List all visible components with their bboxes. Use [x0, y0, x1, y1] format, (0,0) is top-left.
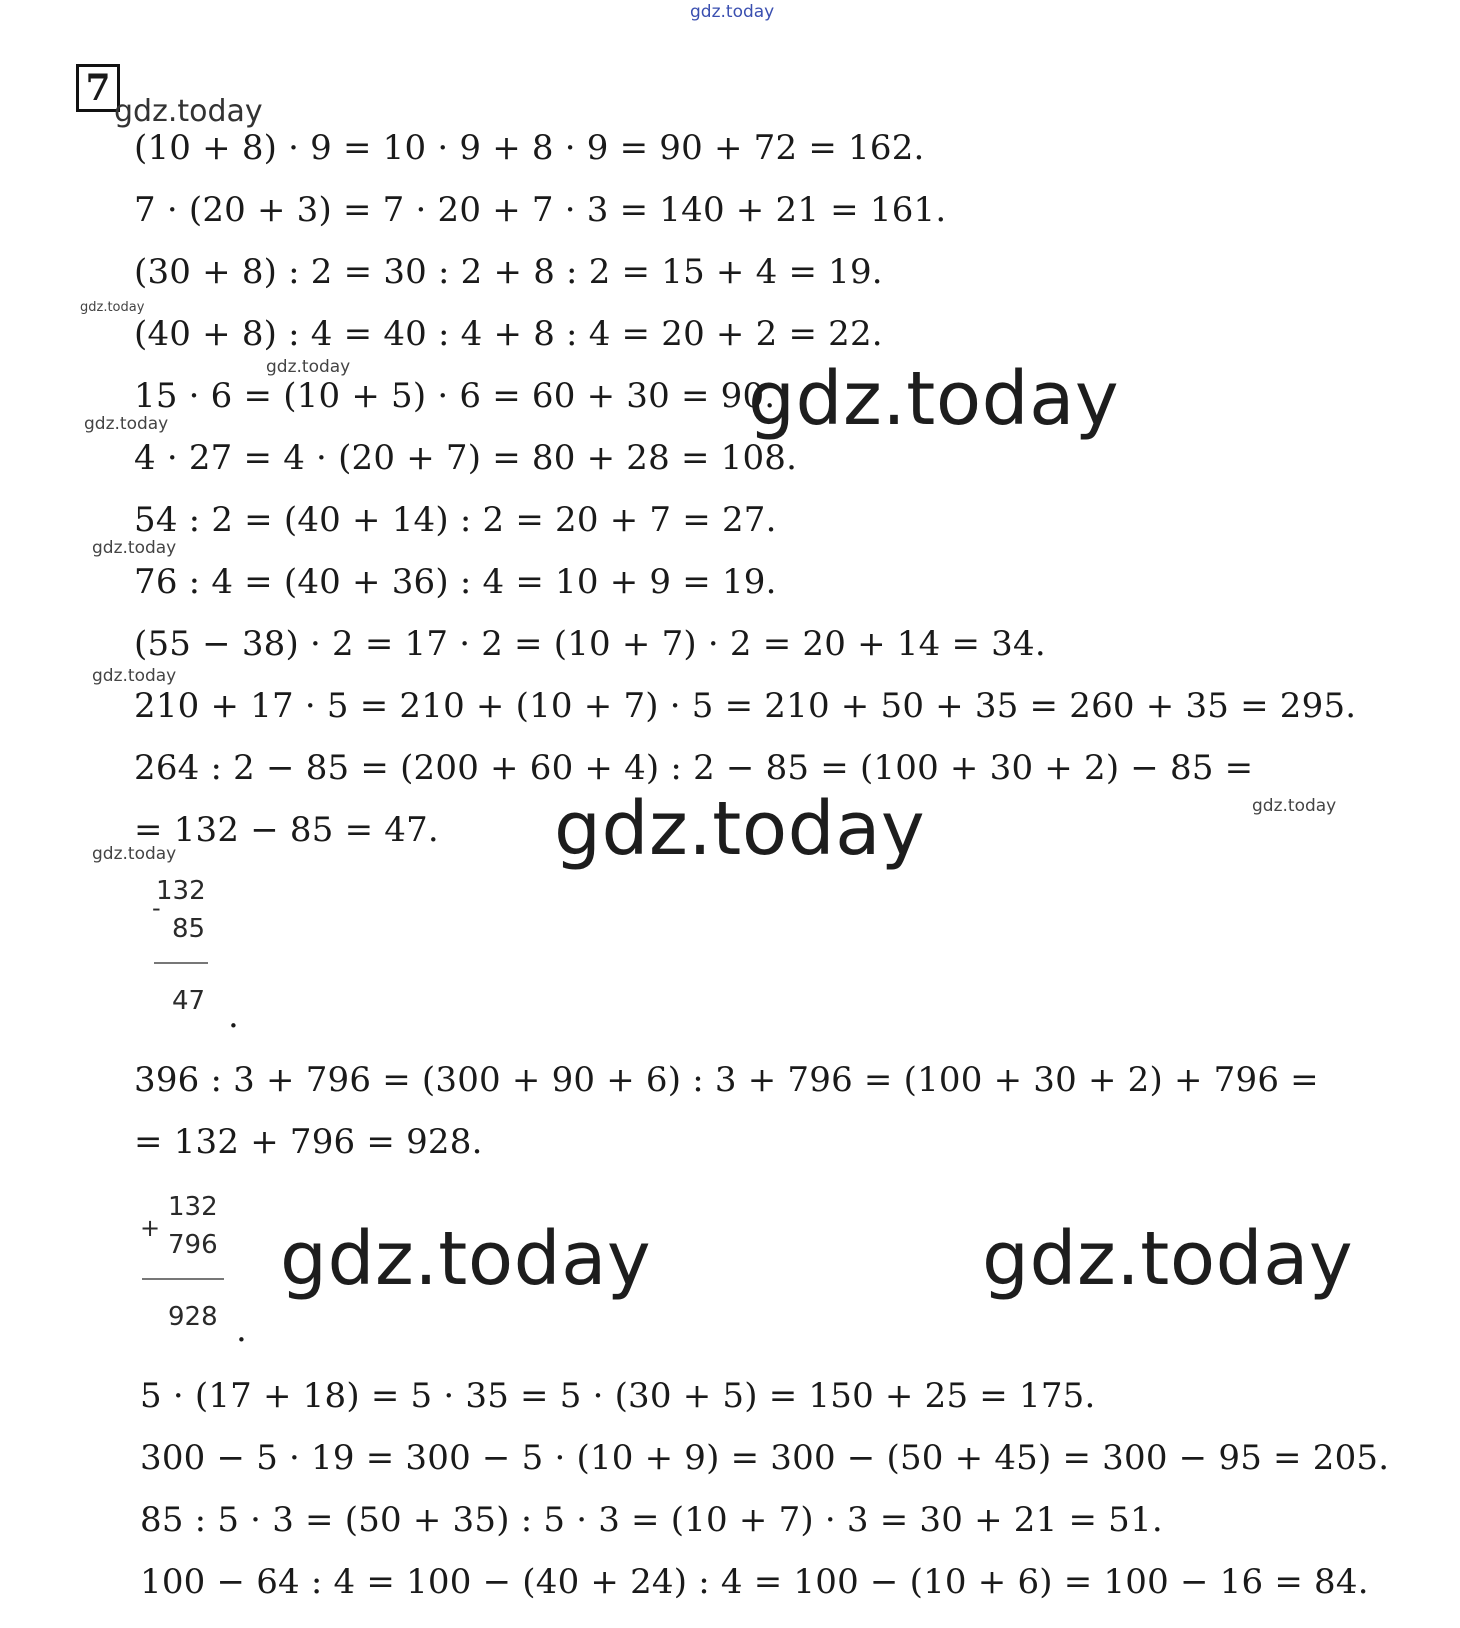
watermark: gdz.today — [114, 94, 263, 129]
solution-line: 100 − 64 : 4 = 100 − (40 + 24) : 4 = 100 − (10 + 6) = 100 − 16 = 84. — [140, 1562, 1369, 1602]
watermark: gdz.today — [92, 666, 177, 686]
solution-line: 7 · (20 + 3) = 7 · 20 + 7 · 3 = 140 + 21 = 161. — [134, 190, 947, 230]
solution-line: (10 + 8) · 9 = 10 · 9 + 8 · 9 = 90 + 72 = 162. — [134, 128, 925, 168]
solution-line: 300 − 5 · 19 = 300 − 5 · (10 + 9) = 300 − (50 + 45) = 300 − 95 = 205. — [140, 1438, 1390, 1478]
solution-line: 210 + 17 · 5 = 210 + (10 + 7) · 5 = 210 + 50 + 35 = 260 + 35 = 295. — [134, 686, 1357, 726]
minus-sign: - — [152, 894, 161, 922]
solution-line: = 132 + 796 = 928. — [134, 1122, 483, 1162]
watermark-large: gdz.today — [982, 1216, 1354, 1302]
solution-line: 396 : 3 + 796 = (300 + 90 + 6) : 3 + 796 = (100 + 30 + 2) + 796 = — [134, 1060, 1319, 1100]
column-result: 47 — [172, 986, 206, 1016]
solution-line: = 132 − 85 = 47. — [134, 810, 439, 850]
header-watermark: gdz.today — [690, 2, 775, 22]
solution-line: 76 : 4 = (40 + 36) : 4 = 10 + 9 = 19. — [134, 562, 777, 602]
watermark: gdz.today — [92, 844, 177, 864]
solution-line: 85 : 5 · 3 = (50 + 35) : 5 · 3 = (10 + 7) · 3 = 30 + 21 = 51. — [140, 1500, 1163, 1540]
watermark-large: gdz.today — [280, 1216, 652, 1302]
solution-line: 264 : 2 − 85 = (200 + 60 + 4) : 2 − 85 = (100 + 30 + 2) − 85 = — [134, 748, 1254, 788]
period: . — [228, 996, 239, 1036]
column-divider-line — [142, 1278, 224, 1280]
column-bottom-number: 796 — [168, 1230, 218, 1260]
solution-line: (30 + 8) : 2 = 30 : 2 + 8 : 2 = 15 + 4 = 19. — [134, 252, 883, 292]
plus-sign: + — [140, 1214, 161, 1242]
watermark: gdz.today — [84, 414, 169, 434]
column-divider-line — [154, 962, 208, 964]
watermark: gdz.today — [92, 538, 177, 558]
solution-line: 54 : 2 = (40 + 14) : 2 = 20 + 7 = 27. — [134, 500, 777, 540]
watermark-large: gdz.today — [748, 356, 1120, 442]
column-top-number: 132 — [168, 1192, 218, 1222]
solution-line: (40 + 8) : 4 = 40 : 4 + 8 : 4 = 20 + 2 = 22. — [134, 314, 883, 354]
column-addition — [140, 1192, 250, 1342]
watermark: gdz.today — [266, 357, 351, 377]
column-top-number: 132 — [156, 876, 206, 906]
task-number-box: 7 — [76, 64, 120, 112]
solution-line: 5 · (17 + 18) = 5 · 35 = 5 · (30 + 5) = 150 + 25 = 175. — [140, 1376, 1096, 1416]
watermark: gdz.today — [80, 300, 145, 315]
solution-line: 15 · 6 = (10 + 5) · 6 = 60 + 30 = 90. — [134, 376, 776, 416]
period: . — [236, 1310, 247, 1350]
solution-line: 4 · 27 = 4 · (20 + 7) = 80 + 28 = 108. — [134, 438, 798, 478]
column-result: 928 — [168, 1302, 218, 1332]
watermark-large: gdz.today — [554, 786, 926, 872]
solution-line: (55 − 38) · 2 = 17 · 2 = (10 + 7) · 2 = 20 + 14 = 34. — [134, 624, 1046, 664]
watermark: gdz.today — [1252, 796, 1337, 816]
column-bottom-number: 85 — [172, 914, 206, 944]
